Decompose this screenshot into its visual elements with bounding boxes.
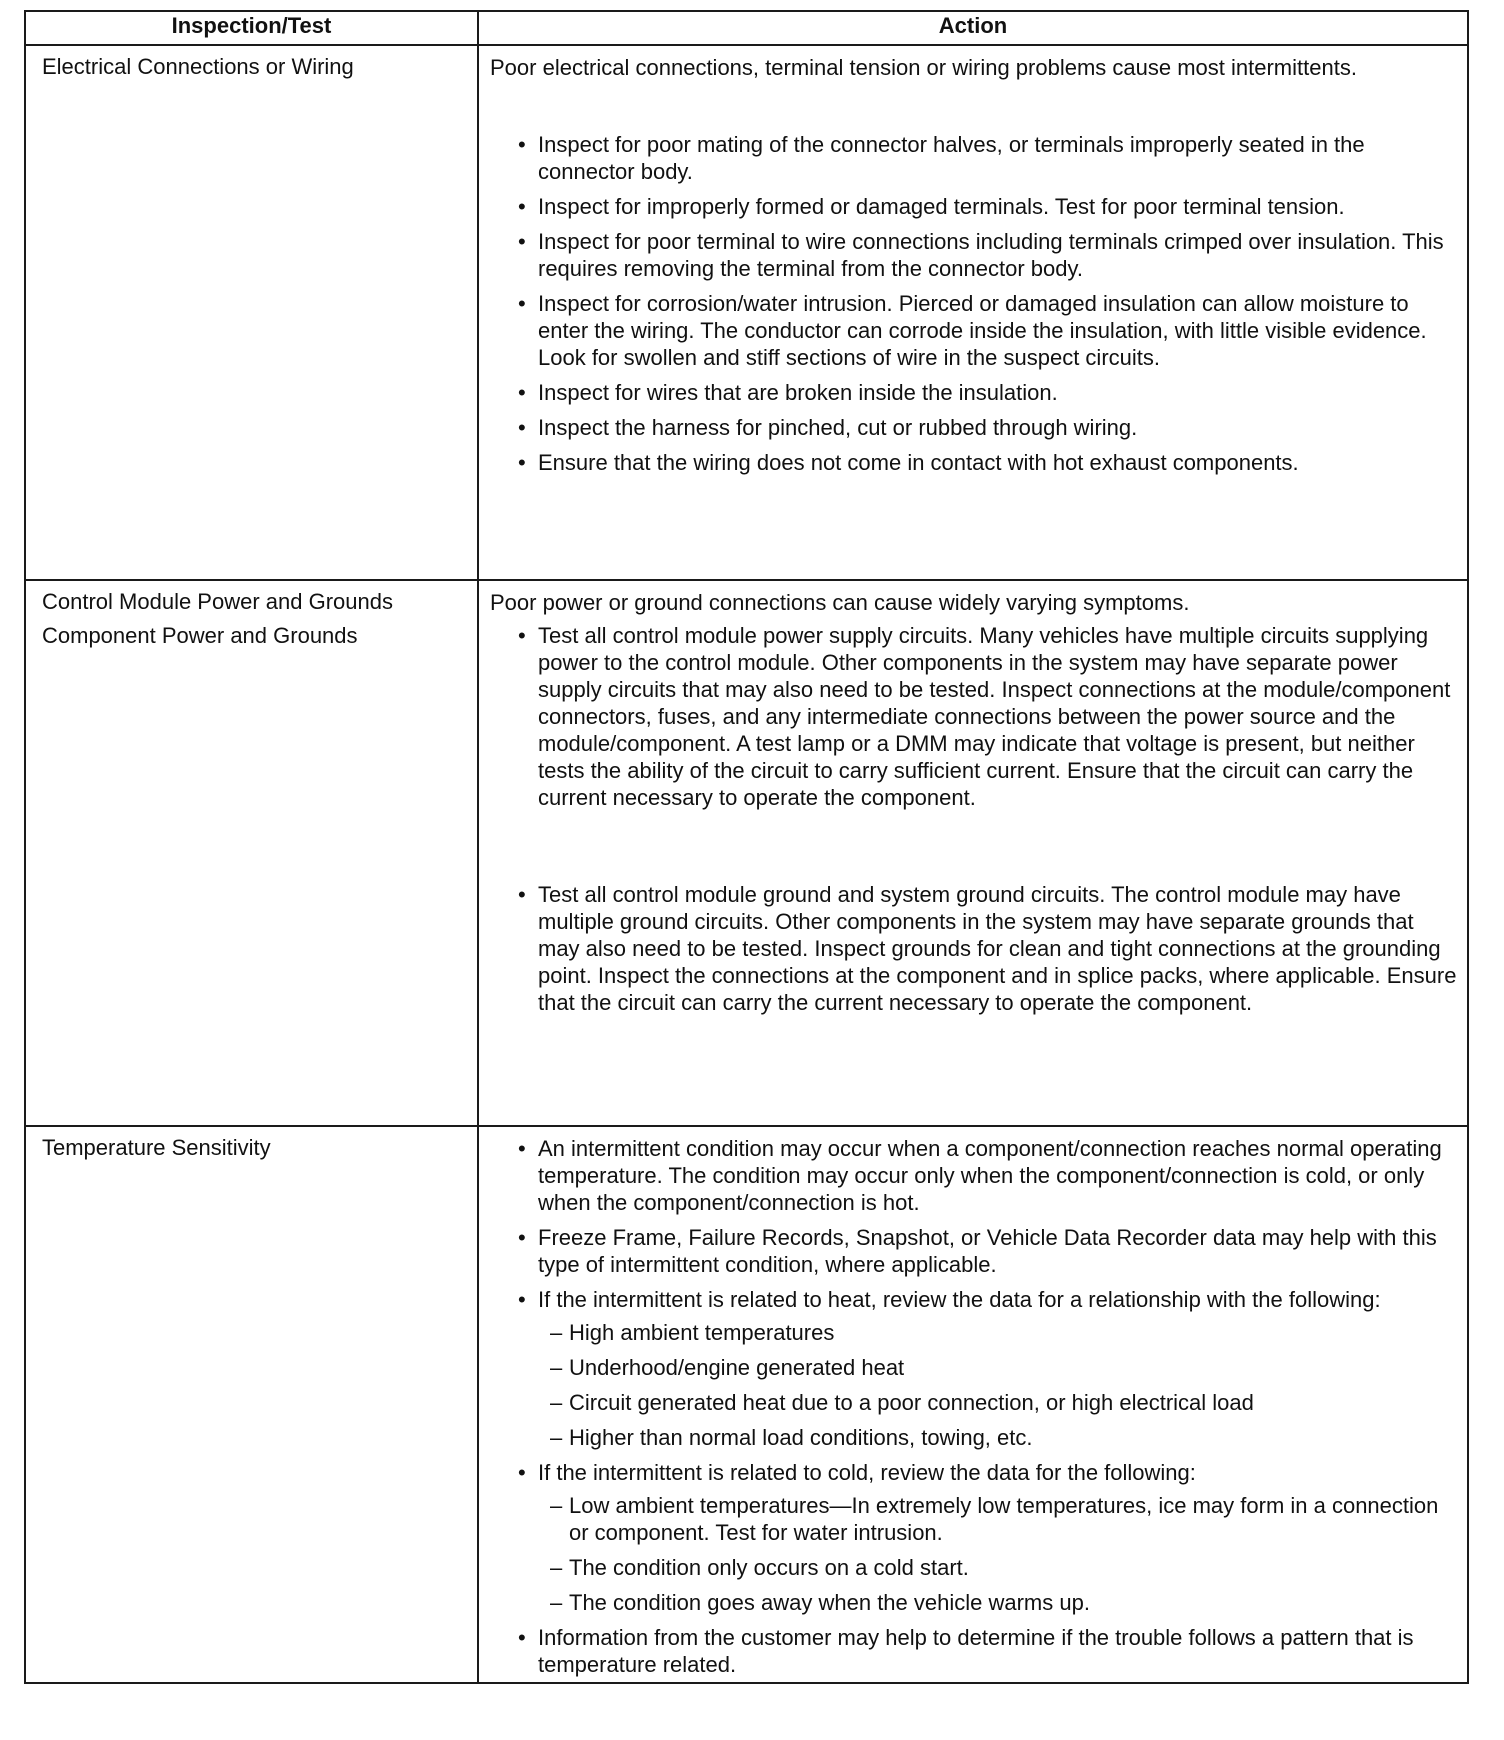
action-bullet: • Freeze Frame, Failure Records, Snapshot, or Vehicle Data Recorder data may help with this type of intermittent condition, where applicable. [516, 1224, 1459, 1278]
action-bullet-list [490, 1135, 1459, 1678]
action-bullet: • Inspect for wires that are broken inside the insulation. [516, 379, 1459, 406]
cold-factor-item: – Low ambient temperatures—In extremely low temperatures, ice may form in a connection or component. Test for water intrusion. [550, 1492, 1459, 1546]
header-inspection: Inspection/Test [25, 11, 478, 45]
heat-factor-item: – Higher than normal load conditions, towing, etc. [550, 1424, 1459, 1451]
heat-factor-item: – Underhood/engine generated heat [550, 1354, 1459, 1381]
cold-factor-item: – The condition only occurs on a cold start. [550, 1554, 1459, 1581]
table-row [25, 1126, 1468, 1683]
action-bullet-list [490, 881, 1459, 1016]
action-bullet: • Inspect for poor terminal to wire connections including terminals crimped over insulation. This requires removing the terminal from the connector body. [516, 228, 1459, 282]
action-bullet [516, 1286, 1459, 1451]
action-intro: Poor power or ground connections can cause widely varying symptoms. [490, 590, 1190, 615]
action-bullet-list [490, 131, 1459, 476]
test-cell [25, 580, 478, 1126]
action-bullet: • Inspect for improperly formed or damaged terminals. Test for poor terminal tension. [516, 193, 1459, 220]
cold-factor-item: – The condition goes away when the vehicle warms up. [550, 1589, 1459, 1616]
test-cell [25, 45, 478, 580]
test-label: Control Module Power and Grounds [42, 589, 393, 614]
action-intro: Poor electrical connections, terminal tension or wiring problems cause most intermittents. [490, 55, 1357, 80]
table-row [25, 45, 1468, 580]
action-bullet: • Inspect for poor mating of the connector halves, or terminals improperly seated in the connector body. [516, 131, 1459, 185]
action-bullet [516, 1459, 1459, 1616]
test-cell [25, 1126, 478, 1683]
heat-factor-list [538, 1319, 1459, 1451]
action-bullet-text: If the intermittent is related to cold, review the data for the following: [538, 1460, 1196, 1485]
heat-factor-item: – High ambient temperatures [550, 1319, 1459, 1346]
action-bullet: • Ensure that the wiring does not come in contact with hot exhaust components. [516, 449, 1459, 476]
cold-factor-list [538, 1492, 1459, 1616]
action-cell [478, 45, 1468, 580]
table-row [25, 580, 1468, 1126]
inspection-table [24, 10, 1469, 1684]
action-bullet-list [490, 622, 1459, 811]
action-bullet: • Information from the customer may help to determine if the trouble follows a pattern that is temperature related. [516, 1624, 1459, 1678]
action-bullet: • Test all control module power supply circuits. Many vehicles have multiple circuits supplying power to the control module. Other components in the system may have separate power supply circuits that may also need to be tested. Inspect connections at the module/component connectors, fuses, and any intermediate connections between the power source and the module/component. A test lamp or a DMM may indicate that voltage is present, but neither tests the ability of the circuit to carry sufficient current. Ensure that the circuit can carry the current necessary to operate the component. [516, 622, 1459, 811]
action-cell [478, 1126, 1468, 1683]
action-bullet: • Inspect the harness for pinched, cut or rubbed through wiring. [516, 414, 1459, 441]
action-cell [478, 580, 1468, 1126]
test-label: Electrical Connections or Wiring [42, 54, 354, 79]
header-action: Action [478, 11, 1468, 45]
test-label: Temperature Sensitivity [42, 1135, 271, 1160]
action-bullet-text: If the intermittent is related to heat, review the data for a relationship with the following: [538, 1287, 1381, 1312]
action-bullet: • An intermittent condition may occur when a component/connection reaches normal operating temperature. The condition may occur only when the component/connection is cold, or only when the component/connection is hot. [516, 1135, 1459, 1216]
test-label: Component Power and Grounds [42, 623, 358, 648]
action-bullet: • Test all control module ground and system ground circuits. The control module may have multiple ground circuits. Other components in the system may have separate grounds that may also need to be tested. Inspect grounds for clean and tight connections at the grounding point. Inspect the connections at the component and in splice packs, where applicable. Ensure that the circuit can carry the current necessary to operate the component. [516, 881, 1459, 1016]
header-row [25, 11, 1468, 45]
heat-factor-item: – Circuit generated heat due to a poor connection, or high electrical load [550, 1389, 1459, 1416]
action-bullet: • Inspect for corrosion/water intrusion. Pierced or damaged insulation can allow moisture to enter the wiring. The conductor can corrode inside the insulation, with little visible evidence. Look for swollen and stiff sections of wire in the suspect circuits. [516, 290, 1459, 371]
